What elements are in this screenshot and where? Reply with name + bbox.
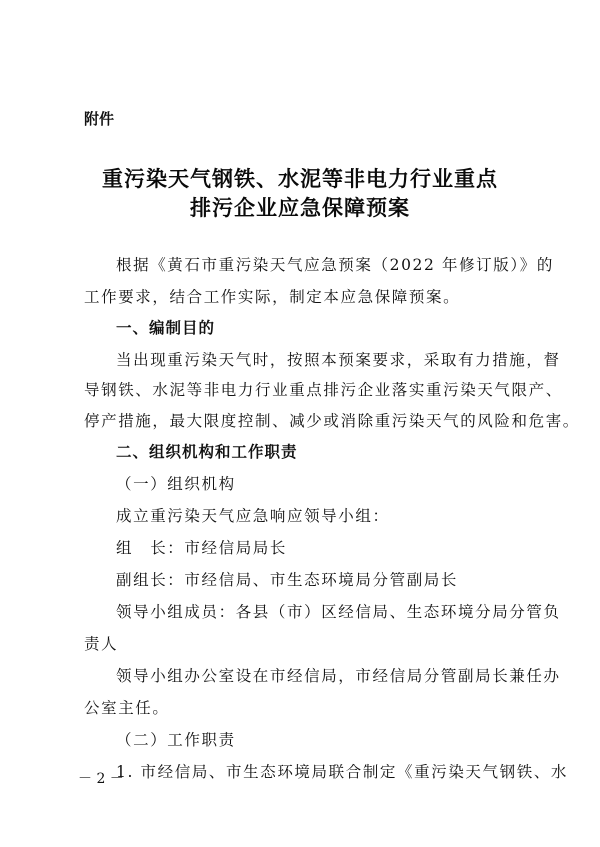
document-title-line-1: 重污染天气钢铁、水泥等非电力行业重点: [102, 166, 498, 191]
section2-heading: 二、组织机构和工作职责: [116, 443, 298, 461]
org-deputy-leader: 副组长：市经信局、市生态环境局分管副局长: [116, 571, 459, 589]
subsection1-heading: （一）组织机构: [116, 475, 236, 493]
section1-line-2: 导钢铁、水泥等非电力行业重点排污企业落实重污染天气限产、: [84, 381, 563, 399]
subsection2-heading: （二）工作职责: [116, 731, 236, 749]
duty-line-1: 1. 市经信局、市生态环境局联合制定《重污染天气钢铁、水: [116, 763, 569, 781]
org-leader: 组 长：市经信局局长: [116, 539, 288, 557]
document-title-line-2: 排污企业应急保障预案: [190, 195, 410, 220]
section1-line-1: 当出现重污染天气时，按照本预案要求，采取有力措施，督: [116, 351, 561, 369]
org-office: 领导小组办公室设在市经信局，市经信局分管副局长兼任办: [116, 667, 561, 685]
intro-line-1: 根据《黄石市重污染天气应急预案（2022 年修订版）》的: [116, 256, 554, 274]
section1-heading: 一、编制目的: [116, 319, 216, 337]
org-members-cont: 责人: [84, 635, 119, 653]
page-number: － 2 －: [78, 771, 124, 787]
org-line-1: 成立重污染天气应急响应领导小组：: [116, 507, 390, 525]
org-members: 领导小组成员：各县（市）区经信局、生态环境分局分管负: [116, 603, 561, 621]
intro-line-2: 工作要求，结合工作实际，制定本应急保障预案。: [84, 288, 461, 306]
section1-line-3: 停产措施，最大限度控制、减少或消除重污染天气的风险和危害。: [84, 412, 580, 430]
org-office-cont: 公室主任。: [84, 699, 170, 717]
attachment-label: 附件: [84, 110, 115, 128]
